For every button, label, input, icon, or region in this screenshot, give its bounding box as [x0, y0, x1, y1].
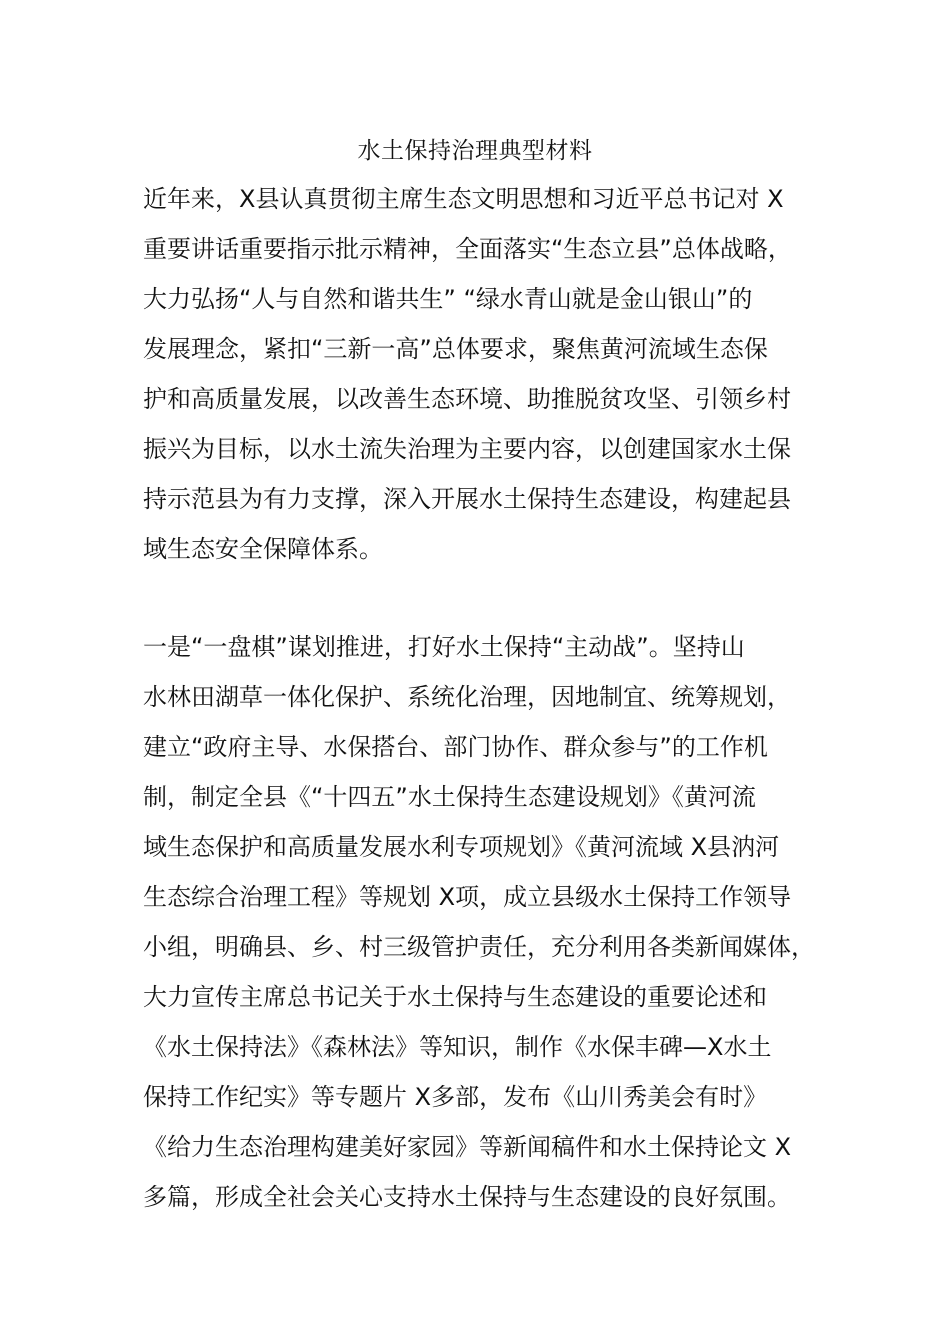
paragraph-line: 多篇，形成全社会关心支持水土保持与生态建设的良好氛围。 [143, 1183, 791, 1211]
paragraph-line: 发展理念，紧扣“三新一高”总体要求，聚焦黄河流域生态保 [143, 335, 768, 363]
paragraph-line: 大力宣传主席总书记关于水土保持与生态建设的重要论述和 [143, 983, 767, 1011]
paragraph-line: 重要讲话重要指示批示精神，全面落实“生态立县”总体战略， [143, 235, 792, 263]
paragraph-2 [143, 622, 823, 1222]
paragraph-line: 生态综合治理工程》等规划 X项，成立县级水土保持工作领导 [143, 883, 792, 911]
document-title: 水土保持治理典型材料 [357, 138, 593, 164]
paragraph-line: 《水土保持法》《森林法》等知识，制作《水保丰碑—X水土 [143, 1033, 772, 1061]
paragraph-line: 近年来，X县认真贯彻主席生态文明思想和习近平总书记对 X [143, 185, 784, 213]
paragraph-line: 小组，明确县、乡、村三级管护责任，充分利用各类新闻媒体， [143, 933, 815, 961]
paragraph-line: 域生态安全保障体系。 [143, 535, 383, 563]
paragraph-line: 振兴为目标，以水土流失治理为主要内容，以创建国家水土保 [143, 435, 791, 463]
paragraph-line: 水林田湖草一体化保护、系统化治理，因地制宜、统筹规划， [143, 683, 791, 711]
paragraph-line: 保持工作纪实》等专题片 X多部，发布《山川秀美会有时》 [143, 1083, 768, 1111]
paragraph-line: 《给力生态治理构建美好家园》等新闻稿件和水土保持论文 X [143, 1133, 792, 1161]
paragraph-line: 大力弘扬“人与自然和谐共生” “绿水青山就是金山银山”的 [143, 285, 753, 313]
paragraph-line: 域生态保护和高质量发展水利专项规划》《黄河流域 X县汭河 [143, 833, 780, 861]
paragraph-line: 制，制定全县《“十四五”水土保持生态建设规划》《黄河流 [143, 783, 756, 811]
paragraph-1 [143, 174, 823, 574]
paragraph-line: 一是“一盘棋”谋划推进，打好水土保持“主动战”。坚持山 [143, 633, 745, 661]
paragraph-line: 护和高质量发展，以改善生态环境、助推脱贫攻坚、引领乡村 [143, 385, 791, 413]
paragraph-line: 建立“政府主导、水保搭台、部门协作、群众参与”的工作机 [143, 733, 768, 761]
paragraph-line: 持示范县为有力支撑，深入开展水土保持生态建设，构建起县 [143, 485, 791, 513]
